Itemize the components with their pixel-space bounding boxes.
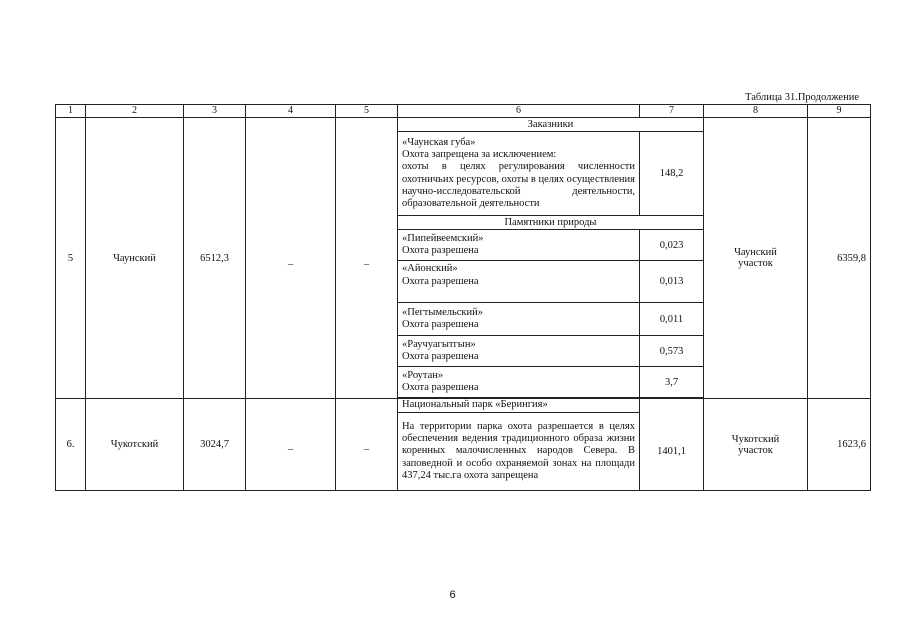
- hunting-area-size: 6359,8: [808, 118, 871, 399]
- monument-value: 0,573: [640, 336, 704, 367]
- header-cell: 8: [704, 105, 808, 118]
- section-monuments: Памятники природы: [398, 216, 704, 230]
- monument-entry: [398, 303, 640, 336]
- reserve-entry: [398, 132, 640, 216]
- monument-value: 3,7: [640, 367, 704, 398]
- col4-dash: –: [246, 399, 336, 491]
- reserve-text: охоты в целях регулирования численности охотничьих ресурсов, охоты в целях осуществления научно-исследовательской деятельности, образовательной деятельности: [402, 161, 636, 210]
- monument-status: Охота разрешена: [402, 245, 479, 256]
- header-cell: 5: [336, 105, 398, 118]
- header-cell: 4: [246, 105, 336, 118]
- monument-value: 0,023: [640, 230, 704, 261]
- reserve-status: Охота запрещена за исключением:: [402, 148, 557, 160]
- col4-dash: –: [246, 118, 336, 399]
- header-cell: 6: [398, 105, 640, 118]
- reserve-name: «Чаунская губа»: [402, 136, 476, 148]
- hunting-area: [704, 118, 808, 399]
- header-cell: 2: [86, 105, 184, 118]
- header-cell: 9: [808, 105, 871, 118]
- reserve-value: 148,2: [640, 132, 704, 216]
- monument-entry: [398, 336, 640, 367]
- monument-entry: [398, 261, 640, 303]
- monument-status: Охота разрешена: [402, 275, 479, 287]
- monument-value: 0,011: [640, 303, 704, 336]
- district-name: Чукотский: [86, 399, 184, 491]
- monument-name: «Пегтымельский»: [402, 306, 484, 318]
- district-area: 3024,7: [184, 399, 246, 491]
- header-cell: 1: [56, 105, 86, 118]
- monument-name: «Айонский»: [402, 263, 458, 274]
- hunting-area-line2: участок: [738, 258, 773, 269]
- section-reserves: Заказники: [398, 118, 704, 132]
- page-number: 6: [449, 589, 456, 601]
- park-value: 1401,1: [640, 413, 704, 491]
- empty-cell: [640, 399, 704, 413]
- monument-entry: [398, 230, 640, 261]
- header-cell: 7: [640, 105, 704, 118]
- data-table: [55, 104, 871, 491]
- monument-name: «Пипейвеемский»: [402, 232, 484, 244]
- hunting-area-line2: участок: [738, 444, 773, 456]
- hunting-area-line1: Чаунский: [734, 247, 777, 258]
- hunting-area: [704, 399, 808, 491]
- monument-status: Охота разрешена: [402, 351, 479, 362]
- table-row: [56, 399, 871, 413]
- district-area: 6512,3: [184, 118, 246, 399]
- row-number: 5: [56, 118, 86, 399]
- hunting-area-line1: Чукотский: [731, 433, 780, 445]
- monument-status: Охота разрешена: [402, 382, 479, 393]
- table-caption: Таблица 31.Продолжение: [745, 92, 859, 103]
- col5-dash: –: [336, 399, 398, 491]
- district-name: Чаунский: [86, 118, 184, 399]
- monument-name: «Роутан»: [402, 369, 444, 381]
- hunting-area-size: 1623,6: [808, 399, 871, 491]
- monument-name: «Раучуагытгын»: [402, 338, 476, 350]
- section-park: Национальный парк «Берингия»: [398, 399, 640, 413]
- table-row: [56, 118, 871, 132]
- row-number: 6.: [56, 399, 86, 491]
- header-row: [56, 105, 871, 118]
- monument-status: Охота разрешена: [402, 319, 479, 330]
- park-text: На территории парка охота разрешается в целях обеспечения ведения традиционного образа жизни коренных малочисленных народов Севера. В заповедной и особо охраняемой зонах на площади 437,24 тыс.га охота запрещена: [398, 413, 640, 491]
- monument-value: 0,013: [640, 261, 704, 303]
- monument-entry: [398, 367, 640, 398]
- header-cell: 3: [184, 105, 246, 118]
- col5-dash: –: [336, 118, 398, 399]
